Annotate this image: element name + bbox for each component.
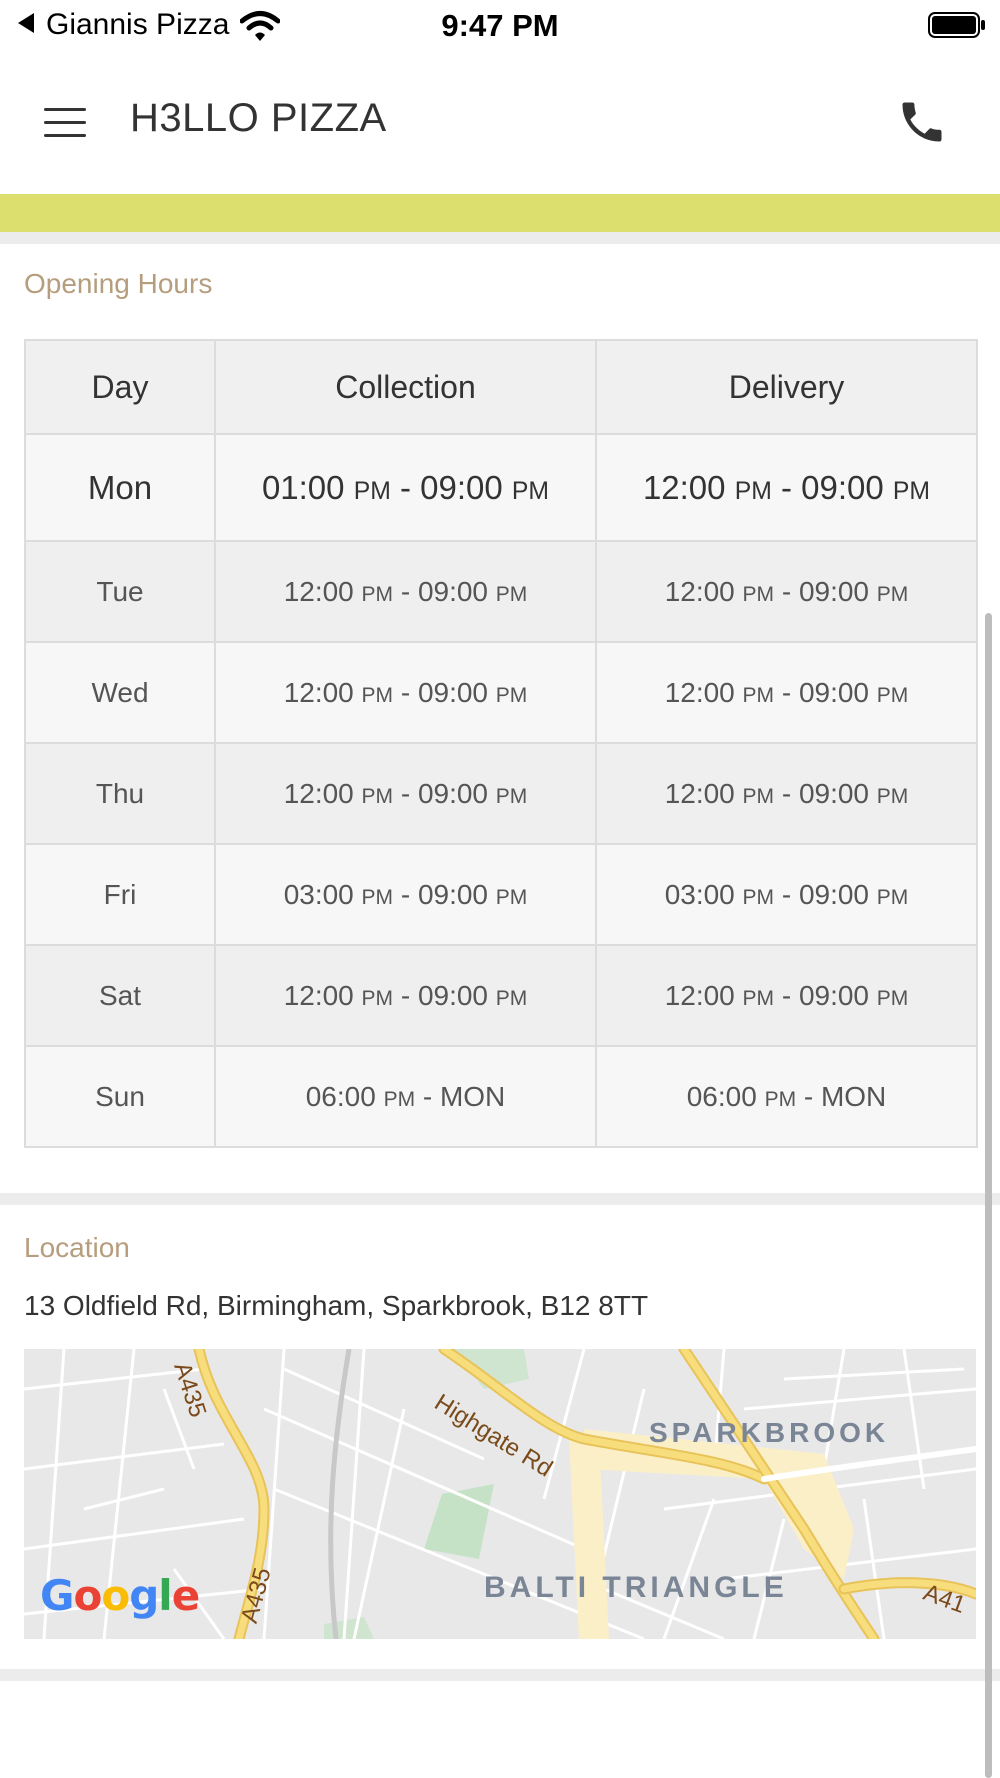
table-row-wed <box>25 642 977 743</box>
table-header-row <box>25 340 977 434</box>
collection-hours-cell: 12:00 PM - 09:00 PM <box>215 642 596 743</box>
day-cell: Sat <box>25 945 215 1046</box>
map-road-label-a435-north: A435 <box>168 1359 212 1421</box>
collection-hours-cell: 12:00 PM - 09:00 PM <box>215 945 596 1046</box>
map-road-label-highgate: Highgate Rd <box>429 1389 558 1483</box>
battery-icon <box>928 12 986 38</box>
day-cell: Wed <box>25 642 215 743</box>
location-map[interactable] <box>24 1349 976 1639</box>
section-separator <box>0 1669 1000 1681</box>
delivery-hours-cell: 12:00 PM - 09:00 PM <box>596 541 977 642</box>
app-title: H3LLO PIZZA <box>130 96 387 140</box>
day-cell: Tue <box>25 541 215 642</box>
delivery-hours-cell: 03:00 PM - 09:00 PM <box>596 844 977 945</box>
collection-hours-cell: 06:00 PM - MON <box>215 1046 596 1147</box>
table-row-thu <box>25 743 977 844</box>
day-cell: Sun <box>25 1046 215 1147</box>
collection-hours-cell: 01:00 PM - 09:00 PM <box>215 434 596 541</box>
section-separator <box>0 1193 1000 1205</box>
delivery-hours-cell: 12:00 PM - 09:00 PM <box>596 434 977 541</box>
delivery-hours-cell: 12:00 PM - 09:00 PM <box>596 642 977 743</box>
collection-hours-cell: 12:00 PM - 09:00 PM <box>215 743 596 844</box>
opening-hours-title: Opening Hours <box>24 268 213 299</box>
opening-hours-table <box>24 339 978 1148</box>
day-cell: Thu <box>25 743 215 844</box>
hamburger-menu-icon[interactable] <box>44 108 86 138</box>
scrollbar[interactable] <box>985 613 992 1778</box>
map-label-sparkbrook: SPARKBROOK <box>649 1417 890 1448</box>
status-time: 9:47 PM <box>441 8 559 43</box>
map-label-balti-triangle: BALTI TRIANGLE <box>484 1571 788 1604</box>
nav-bar <box>0 52 1000 194</box>
table-row-mon <box>25 434 977 541</box>
delivery-hours-cell: 12:00 PM - 09:00 PM <box>596 743 977 844</box>
section-separator <box>0 232 1000 244</box>
map-road-label-a41: A41 <box>919 1579 970 1619</box>
day-cell: Mon <box>25 434 215 541</box>
status-bar <box>0 0 1000 52</box>
table-row-tue <box>25 541 977 642</box>
google-logo: Google <box>40 1571 200 1620</box>
address-text: 13 Oldfield Rd, Birmingham, Sparkbrook, B12 8TT <box>24 1290 649 1321</box>
delivery-hours-cell: 12:00 PM - 09:00 PM <box>596 945 977 1046</box>
day-cell: Fri <box>25 844 215 945</box>
location-title: Location <box>24 1232 130 1263</box>
phone-icon[interactable] <box>896 96 948 148</box>
table-row-fri <box>25 844 977 945</box>
table-row-sun <box>25 1046 977 1147</box>
map-road-label-a435-south: A435 <box>236 1564 277 1626</box>
column-header-day: Day <box>25 340 215 434</box>
accent-band <box>0 194 1000 232</box>
table-row-sat <box>25 945 977 1046</box>
column-header-collection: Collection <box>215 340 596 434</box>
status-carrier[interactable]: Giannis Pizza <box>46 8 230 41</box>
delivery-hours-cell: 06:00 PM - MON <box>596 1046 977 1147</box>
column-header-delivery: Delivery <box>596 340 977 434</box>
collection-hours-cell: 03:00 PM - 09:00 PM <box>215 844 596 945</box>
collection-hours-cell: 12:00 PM - 09:00 PM <box>215 541 596 642</box>
